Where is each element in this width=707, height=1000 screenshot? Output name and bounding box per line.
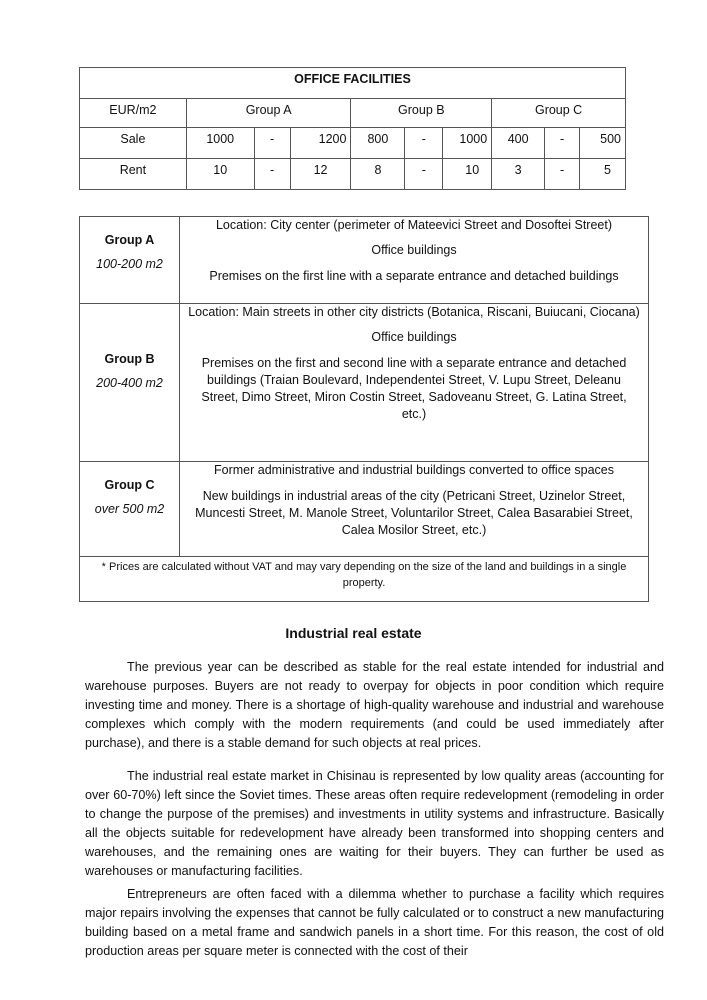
- cell: 3: [492, 159, 545, 190]
- row-label: Sale: [80, 128, 187, 159]
- group-row-b: [80, 304, 649, 462]
- group-new-buildings: New buildings in industrial areas of the city (Petricani Street, Uzinelor Street, Muncesti Street, M. Manole Street, Voluntarilor Street, Calea Basarabiei Street, Calea Mosilor Street, etc.): [195, 489, 633, 537]
- group-name: Group B: [104, 352, 155, 366]
- table-title: OFFICE FACILITIES: [80, 68, 626, 99]
- group-name: Group A: [104, 233, 155, 247]
- cell: 10: [443, 159, 492, 190]
- group-location: Location: Main streets in other city districts (Botanica, Riscani, Buiucani, Ciocana): [188, 305, 640, 319]
- cell: -: [545, 159, 580, 190]
- group-b-header: Group B: [351, 99, 492, 128]
- cell: 500: [579, 128, 625, 159]
- price-footnote: * Prices are calculated without VAT and may vary depending on the size of the land and buildings in a single property.: [80, 557, 649, 602]
- cell: -: [254, 128, 290, 159]
- paragraph-3: Entrepreneurs are often faced with a dilemma whether to purchase a facility which requires major repairs involving the expenses that cannot be fully calculated or to construct a new manufacturing building based on a metal frame and sandwich panels in a short time. For this reason, the cost of old production areas per square meter is connected with the cost of their: [85, 887, 664, 958]
- group-label-cell: [80, 217, 180, 304]
- group-conversion: Former administrative and industrial buildings converted to office spaces: [214, 463, 614, 477]
- group-location: Location: City center (perimeter of Mateevici Street and Dosoftei Street): [215, 218, 612, 232]
- section-heading: Industrial real estate: [285, 625, 422, 641]
- group-building-type: Office buildings: [371, 330, 457, 344]
- group-description-cell: [180, 462, 649, 557]
- cell: -: [405, 128, 443, 159]
- cell: 12: [290, 159, 351, 190]
- table-header-row: [80, 99, 626, 128]
- paragraph-2: The industrial real estate market in Chisinau is represented by low quality areas (accounting for over 60-70%) left since the Soviet times. These areas often require redevelopment (remodeling in order to change the purpose of the premises) and investments in utility systems and infrastructure. Basically all the objects suitable for redevelopment have already been transformed into shopping centers and warehouses, and the remaining ones are waiting for their buyers. They can further be used as warehouses or manufacturing facilities.: [85, 769, 664, 878]
- cell: 800: [351, 128, 405, 159]
- group-row-a: [80, 217, 649, 304]
- group-description-cell: [180, 304, 649, 462]
- group-label-cell: [80, 462, 180, 557]
- group-a-header: Group A: [186, 99, 351, 128]
- cell: 8: [351, 159, 405, 190]
- group-c-header: Group C: [492, 99, 626, 128]
- table-row-sale: [80, 128, 626, 159]
- cell: 400: [492, 128, 545, 159]
- paragraph-1: The previous year can be described as stable for the real estate intended for industrial and warehouse purposes. Buyers are not ready to overpay for objects in poor condition which require investing time and money. There is a shortage of high-quality warehouse and industrial and warehouse complexes which comply with the modern requirements (and could be used immediately after purchase), and there is a stable demand for such objects at real prices.: [85, 660, 664, 750]
- cell: -: [545, 128, 580, 159]
- group-name: Group C: [104, 478, 155, 492]
- cell: -: [254, 159, 290, 190]
- cell: 1200: [290, 128, 351, 159]
- cell: 5: [579, 159, 625, 190]
- table-title-row: [80, 68, 626, 99]
- office-facilities-price-table: [79, 67, 626, 190]
- group-row-c: [80, 462, 649, 557]
- group-description-cell: [180, 217, 649, 304]
- group-premises: Premises on the first line with a separate entrance and detached buildings: [209, 269, 619, 283]
- cell: 1000: [186, 128, 254, 159]
- footnote-row: [80, 557, 649, 602]
- group-label-cell: [80, 304, 180, 462]
- office-groups-description-table: [79, 216, 649, 602]
- group-size: over 500 m2: [94, 502, 165, 516]
- group-size: 200-400 m2: [96, 376, 163, 390]
- unit-header: EUR/m2: [80, 99, 187, 128]
- cell: 10: [186, 159, 254, 190]
- table-row-rent: [80, 159, 626, 190]
- row-label: Rent: [80, 159, 187, 190]
- group-building-type: Office buildings: [371, 243, 457, 257]
- group-size: 100-200 m2: [96, 257, 163, 271]
- cell: 1000: [443, 128, 492, 159]
- group-premises: Premises on the first and second line with a separate entrance and detached buildings (Traian Boulevard, Independentei Street, V. Lupu Street, Deleanu Street, Dimo Street, Miron Costin Street, Sadoveanu Street, G. Latina Street, etc.): [201, 356, 627, 421]
- cell: -: [405, 159, 443, 190]
